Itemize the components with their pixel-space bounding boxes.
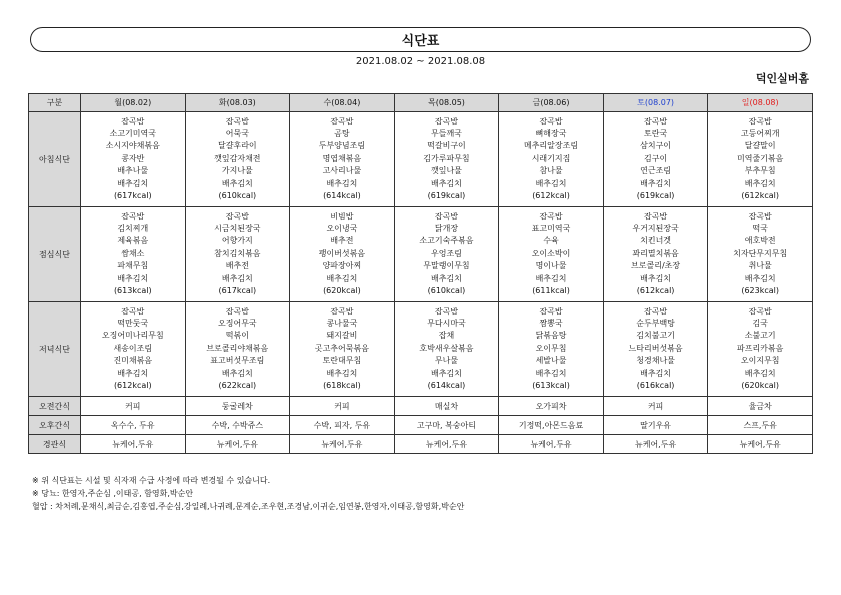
menu-item: 잡곡밥	[121, 306, 145, 316]
menu-item: 오징어무국	[218, 318, 257, 328]
menu-list	[81, 209, 185, 300]
menu-item: 배추김치	[431, 178, 462, 188]
meal-row	[29, 112, 813, 207]
menu-item: 우엉조림	[431, 248, 462, 258]
snack-cell: 커피	[603, 397, 708, 416]
table-header-row	[29, 94, 813, 112]
menu-item: 배추김치	[431, 368, 462, 378]
menu-item: 미역줄기볶음	[737, 153, 784, 163]
menu-item: 새송이조림	[113, 343, 153, 353]
menu-item: (613kcal)	[532, 381, 570, 391]
menu-item: 소고기미역국	[109, 128, 156, 138]
menu-item: 잡곡밥	[121, 211, 145, 221]
menu-item: 잡곡밥	[434, 116, 459, 126]
menu-item: 소고기숙주볶음	[419, 236, 474, 246]
menu-list	[290, 209, 394, 300]
menu-list	[186, 304, 290, 395]
menu-item: 무말랭이무침	[423, 261, 470, 271]
menu-item: 표고미역국	[531, 223, 571, 233]
snack-row	[29, 397, 813, 416]
menu-list	[499, 114, 603, 205]
menu-cell	[708, 112, 813, 207]
menu-list	[395, 304, 499, 395]
menu-item: 토란대무침	[322, 356, 362, 366]
snack-cell: 커피	[81, 397, 186, 416]
menu-list	[290, 304, 394, 395]
menu-item: 배추전	[225, 261, 249, 271]
menu-item: 잡곡밥	[748, 211, 772, 221]
menu-item: 잡곡밥	[644, 306, 668, 316]
menu-item: 잡곡밥	[539, 211, 563, 221]
menu-cell	[708, 302, 813, 397]
menu-item: 배추김치	[744, 368, 776, 378]
menu-item: 잡곡밥	[434, 306, 459, 316]
menu-list	[708, 209, 812, 300]
menu-item: 오이지무침	[740, 356, 780, 366]
note-line: ※ 위 식단표는 시설 및 식자재 수급 사정에 따라 변경될 수 있습니다.	[32, 476, 271, 485]
menu-cell	[394, 112, 499, 207]
menu-item: 배추전	[330, 236, 354, 246]
menu-item: 배추김치	[535, 178, 567, 188]
menu-item: 소시지야채볶음	[105, 141, 160, 151]
menu-item: 돼지갈비	[326, 331, 358, 341]
menu-item: 가지나물	[221, 166, 253, 176]
menu-cell	[185, 302, 290, 397]
menu-item: 순두부백탕	[636, 318, 675, 328]
menu-item: 비빔밥	[330, 211, 354, 221]
menu-item: 달걀말이	[744, 141, 776, 151]
menu-item: 배추김치	[117, 178, 149, 188]
menu-item: 배추김치	[221, 178, 253, 188]
menu-item: 잡곡밥	[225, 306, 249, 316]
menu-item: 배추김치	[535, 368, 567, 378]
menu-item: 잡곡밥	[330, 306, 354, 316]
menu-item: 떡갈비구이	[427, 141, 466, 151]
menu-item: 브로콜리/초장	[631, 261, 681, 271]
day-header-mon: 월(08.02)	[81, 94, 186, 112]
menu-item: 배추김치	[117, 273, 149, 283]
menu-item: (622kcal)	[218, 381, 257, 391]
menu-item: 잡곡밥	[225, 116, 249, 126]
menu-item: 배추김치	[117, 368, 149, 378]
menu-item: (620kcal)	[323, 286, 361, 296]
menu-item: 호박새우살볶음	[419, 343, 474, 353]
menu-item: 잡곡밥	[748, 306, 772, 316]
snack-cell: 뉴케어,두유	[499, 435, 604, 454]
menu-list	[604, 304, 708, 395]
snack-cell: 커피	[290, 397, 395, 416]
menu-item: 달걀후라이	[218, 141, 257, 151]
snack-cell: 수박, 수박쥬스	[185, 416, 290, 435]
menu-list	[186, 114, 290, 205]
menu-item: (623kcal)	[741, 286, 780, 296]
menu-item: 우거지된장국	[632, 223, 679, 233]
menu-item: 떡볶이	[225, 331, 249, 341]
menu-item: 콩나물국	[326, 318, 358, 328]
snack-cell: 고구마, 복숭아티	[394, 416, 499, 435]
menu-item: 깻잎나물	[431, 166, 462, 176]
menu-item: 청경채나물	[636, 356, 675, 366]
menu-list	[186, 209, 290, 300]
snack-cell: 뉴케어,두유	[81, 435, 186, 454]
menu-item: 김국	[752, 318, 768, 328]
menu-item: 어묵국	[225, 128, 249, 138]
menu-item: (619kcal)	[427, 191, 466, 201]
menu-item: 무들깨국	[431, 128, 462, 138]
menu-item: 쌈채소	[121, 248, 145, 258]
page-title: 식단표	[401, 34, 440, 49]
snack-row	[29, 416, 813, 435]
menu-item: 고사리나물	[322, 166, 362, 176]
menu-cell	[708, 207, 813, 302]
menu-item: (616kcal)	[636, 381, 675, 391]
menu-list	[395, 209, 499, 300]
snack-cell: 매실차	[394, 397, 499, 416]
menu-item: (613kcal)	[113, 286, 152, 296]
snack-cell: 오가피차	[499, 397, 604, 416]
menu-list	[604, 114, 708, 205]
menu-item: 소불고기	[744, 331, 776, 341]
organization-name: 덕인실버홈	[755, 72, 809, 85]
menu-list	[708, 114, 812, 205]
menu-item: 오이무침	[535, 343, 567, 353]
menu-item: 참나물	[539, 166, 563, 176]
menu-item: (618kcal)	[323, 381, 361, 391]
menu-item: 잡곡밥	[330, 116, 354, 126]
menu-item: 참치김치볶음	[214, 248, 261, 258]
menu-cell	[603, 302, 708, 397]
menu-item: 오이소박이	[531, 248, 571, 258]
menu-item: (617kcal)	[113, 191, 152, 201]
menu-list	[604, 209, 708, 300]
menu-item: 오이냉국	[326, 223, 358, 233]
menu-item: 표고버섯무조림	[210, 356, 265, 366]
menu-item: 배추김치	[326, 368, 358, 378]
menu-item: 제육볶음	[117, 236, 149, 246]
menu-cell	[499, 112, 604, 207]
menu-list	[499, 304, 603, 395]
snack-cell: 뉴케어,두유	[290, 435, 395, 454]
day-header-tue: 화(08.03)	[185, 94, 290, 112]
menu-item: 잡채	[438, 331, 455, 341]
title-banner	[30, 27, 811, 52]
snack-row	[29, 435, 813, 454]
menu-item: (620kcal)	[741, 381, 780, 391]
menu-item: 배추김치	[221, 273, 253, 283]
menu-item: (612kcal)	[113, 381, 152, 391]
menu-cell	[603, 112, 708, 207]
menu-item: 배추김치	[640, 368, 672, 378]
menu-item: (612kcal)	[741, 191, 780, 201]
menu-cell	[290, 112, 395, 207]
menu-list	[395, 114, 499, 205]
menu-item: 짬뽕국	[539, 318, 563, 328]
menu-item: 꽈리멸치볶음	[632, 248, 679, 258]
menu-item: 팽이버섯볶음	[318, 248, 366, 258]
menu-item: 콩자반	[121, 153, 145, 163]
menu-cell	[81, 207, 186, 302]
menu-item: 배추김치	[326, 273, 358, 283]
menu-item: (617kcal)	[218, 286, 257, 296]
meal-row-label: 점심식단	[29, 207, 81, 302]
menu-item: 시래기지짐	[531, 153, 571, 163]
menu-list	[499, 209, 603, 300]
menu-item: 배추김치	[221, 368, 253, 378]
menu-item: 치킨너겟	[640, 236, 672, 246]
snack-row-label: 경관식	[29, 435, 81, 454]
menu-item: 김구이	[644, 153, 668, 163]
menu-item: 취나물	[748, 261, 772, 271]
menu-item: (610kcal)	[218, 191, 257, 201]
menu-item: 잡곡밥	[539, 116, 563, 126]
menu-list	[81, 114, 185, 205]
menu-list	[290, 114, 394, 205]
menu-cell	[394, 207, 499, 302]
meal-table-body	[29, 112, 813, 454]
menu-item: 파채무침	[117, 261, 149, 271]
menu-item: 잡곡밥	[434, 211, 459, 221]
menu-item: 배추나물	[117, 166, 149, 176]
snack-cell: 뉴케어,두유	[394, 435, 499, 454]
menu-item: 배추김치	[326, 178, 358, 188]
menu-item: 애호박전	[744, 236, 776, 246]
menu-item: 양파장아찌	[322, 261, 362, 271]
menu-item: (612kcal)	[532, 191, 570, 201]
snack-cell: 수박, 피자, 두유	[290, 416, 395, 435]
snack-cell: 뉴케어,두유	[603, 435, 708, 454]
menu-item: 브로콜리야채볶음	[206, 343, 269, 353]
menu-item: 배추김치	[744, 178, 776, 188]
snack-row-label: 오전간식	[29, 397, 81, 416]
menu-item: 배추김치	[640, 273, 672, 283]
menu-list	[81, 304, 185, 395]
menu-cell	[394, 302, 499, 397]
menu-item: 닭볶음탕	[535, 331, 567, 341]
menu-item: 떡만둣국	[117, 318, 149, 328]
meal-row-label: 저녁식단	[29, 302, 81, 397]
menu-item: 무나물	[434, 356, 459, 366]
snack-cell: 스프,두유	[708, 416, 813, 435]
menu-item: 김치불고기	[636, 331, 675, 341]
menu-cell	[603, 207, 708, 302]
snack-cell: 둥굴레차	[185, 397, 290, 416]
menu-item: 깻잎감자채전	[214, 153, 261, 163]
menu-item: 잡곡밥	[748, 116, 772, 126]
menu-item: (610kcal)	[427, 286, 466, 296]
menu-item: 세발나물	[535, 356, 567, 366]
day-header-wed: 수(08.04)	[290, 94, 395, 112]
menu-item: (614kcal)	[427, 381, 466, 391]
menu-cell	[185, 207, 290, 302]
menu-item: 잡곡밥	[121, 116, 145, 126]
menu-item: 오징어미나리무침	[101, 331, 164, 341]
menu-cell	[81, 302, 186, 397]
menu-item: 토란국	[644, 128, 668, 138]
snack-cell: 뉴케어,두유	[185, 435, 290, 454]
menu-cell	[290, 207, 395, 302]
menu-cell	[290, 302, 395, 397]
date-range: 2021.08.02 ~ 2021.08.08	[355, 56, 486, 67]
menu-item: (611kcal)	[532, 286, 570, 296]
menu-item: 떡국	[752, 223, 768, 233]
menu-item: 닭개장	[434, 223, 459, 233]
menu-item: 잡곡밥	[644, 211, 668, 221]
menu-item: 김가루파무침	[423, 153, 470, 163]
note-line: ※ 당뇨: 한영자,주순심 ,이태공, 함영화,박순안	[32, 489, 194, 498]
menu-item: 어향가지	[221, 236, 253, 246]
menu-item: 배추김치	[744, 273, 776, 283]
day-header-sun: 일(08.08)	[708, 94, 813, 112]
menu-cell	[499, 207, 604, 302]
snack-cell: 뉴케어,두유	[708, 435, 813, 454]
meal-row	[29, 207, 813, 302]
menu-item: 배추김치	[640, 178, 672, 188]
menu-item: 명엽채볶음	[322, 153, 362, 163]
menu-item: 무다시마국	[427, 318, 466, 328]
menu-item: 두부양념조림	[318, 141, 366, 151]
menu-item: 잡곡밥	[225, 211, 249, 221]
menu-cell	[185, 112, 290, 207]
snack-cell: 옥수수, 두유	[81, 416, 186, 435]
menu-item: 김치찌개	[117, 223, 149, 233]
meal-row-label: 아침식단	[29, 112, 81, 207]
menu-item: 곳고추어묵볶음	[314, 343, 369, 353]
snack-row-label: 오후간식	[29, 416, 81, 435]
menu-item: 느타리버섯볶음	[628, 343, 683, 353]
menu-item: 고등어찌개	[740, 128, 780, 138]
menu-cell	[81, 112, 186, 207]
snack-cell: 율금차	[708, 397, 813, 416]
menu-item: 부추무침	[744, 166, 776, 176]
menu-item: 수육	[543, 236, 559, 246]
meal-plan-table	[28, 93, 813, 454]
menu-item: 뼈해장국	[535, 128, 567, 138]
menu-item: 삼치구이	[640, 141, 672, 151]
menu-item: (612kcal)	[636, 286, 675, 296]
menu-item: (619kcal)	[636, 191, 675, 201]
menu-item: 연근조림	[640, 166, 672, 176]
menu-item: 시금치된장국	[214, 223, 261, 233]
menu-item: 잡곡밥	[539, 306, 563, 316]
menu-item: 파프리카볶음	[737, 343, 784, 353]
notes-section	[32, 474, 464, 513]
menu-item: 명이나물	[535, 261, 567, 271]
menu-list	[708, 304, 812, 395]
label-column-header: 구분	[29, 94, 81, 112]
menu-item: 배추김치	[431, 273, 462, 283]
menu-item: 치자단무지무침	[733, 248, 788, 258]
menu-item: (614kcal)	[323, 191, 361, 201]
menu-cell	[499, 302, 604, 397]
menu-item: 배추김치	[535, 273, 567, 283]
menu-item: 메추리알장조림	[523, 141, 579, 151]
meal-row	[29, 302, 813, 397]
day-header-sat: 토(08.07)	[603, 94, 708, 112]
day-header-fri: 금(08.06)	[499, 94, 604, 112]
menu-item: 진미채볶음	[113, 356, 153, 366]
menu-item: 곰탕	[334, 128, 350, 138]
snack-cell: 딸기우유	[603, 416, 708, 435]
day-header-thu: 목(08.05)	[394, 94, 499, 112]
note-line: 혈압 : 차처례,문채식,최금순,김홍엽,주순심,강일례,나귀례,문계순,조우현,조경남,이귀순,임연봉,한영자,이태공,함영화,박순안	[32, 502, 465, 511]
snack-cell: 기정떡,아몬드음료	[499, 416, 604, 435]
menu-item: 잡곡밥	[644, 116, 668, 126]
